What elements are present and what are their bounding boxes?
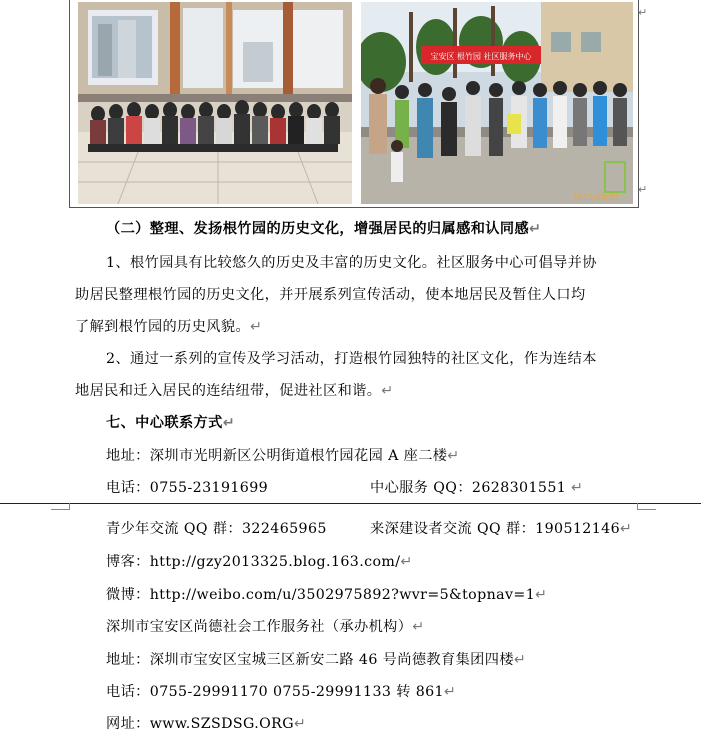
- crop-mark-left: [51, 503, 70, 510]
- paragraph-2-line-2: 地居民和迁入居民的连结纽带，促进社区和谐。↵: [75, 383, 394, 399]
- outdoor-event-photo: [361, 2, 633, 204]
- crop-mark-right: [637, 503, 656, 510]
- paragraph-1-line-1: 1、根竹园具有比较悠久的历史及丰富的历史文化。社区服务中心可倡导并协: [106, 255, 597, 271]
- photo-table: [69, 0, 639, 208]
- indoor-meeting-photo: [78, 2, 352, 204]
- paragraph-1-line-2: 助居民整理根竹园的历史文化，并开展系列宣传活动，使本地居民及暂住人口均: [75, 287, 586, 303]
- organizer-address: 地址：深圳市宝安区宝城三区新安二路 46 号尚德教育集团四楼↵: [106, 652, 527, 668]
- page-break: [0, 503, 701, 504]
- organizer-phone: 电话：0755-29991170 0755-29991133 转 861↵: [106, 684, 457, 700]
- builder-qq-group: 来深建设者交流 QQ 群：190512146↵: [370, 521, 633, 537]
- weibo-link[interactable]: 微博：http://weibo.com/u/3502975892?wvr=5&topnav=1↵: [106, 587, 548, 603]
- contact-address: 地址：深圳市光明新区公明街道根竹园花园 A 座二楼↵: [106, 448, 460, 464]
- paragraph-2-line-1: 2、通过一系列的宣传及学习活动，打造根竹园独特的社区文化，作为连结本: [106, 351, 597, 367]
- youth-qq-group: 青少年交流 QQ 群：322465965: [106, 521, 327, 537]
- date-stamp: 2013/04/27: [572, 193, 619, 202]
- banner-text: 宝安区 根竹园 社区服务中心: [430, 52, 532, 61]
- contact-heading: 七、中心联系方式↵: [106, 415, 235, 431]
- organizer-name: 深圳市宝安区尚德社会工作服务社（承办机构）↵: [106, 619, 425, 635]
- contact-qq: 中心服务 QQ：2628301551 ↵: [370, 480, 584, 496]
- paragraph-mark: ↵: [638, 183, 648, 196]
- contact-phone: 电话：0755-23191699: [106, 480, 269, 496]
- paragraph-1-line-3: 了解到根竹园的历史风貌。↵: [75, 319, 263, 335]
- paragraph-mark: ↵: [638, 6, 648, 19]
- blog-link[interactable]: 博客：http://gzy2013325.blog.163.com/↵: [106, 554, 413, 570]
- website-link[interactable]: 网址：www.SZSDSG.ORG↵: [106, 716, 307, 732]
- section-heading: （二）整理、发扬根竹园的历史文化，增强居民的归属感和认同感↵: [106, 221, 542, 237]
